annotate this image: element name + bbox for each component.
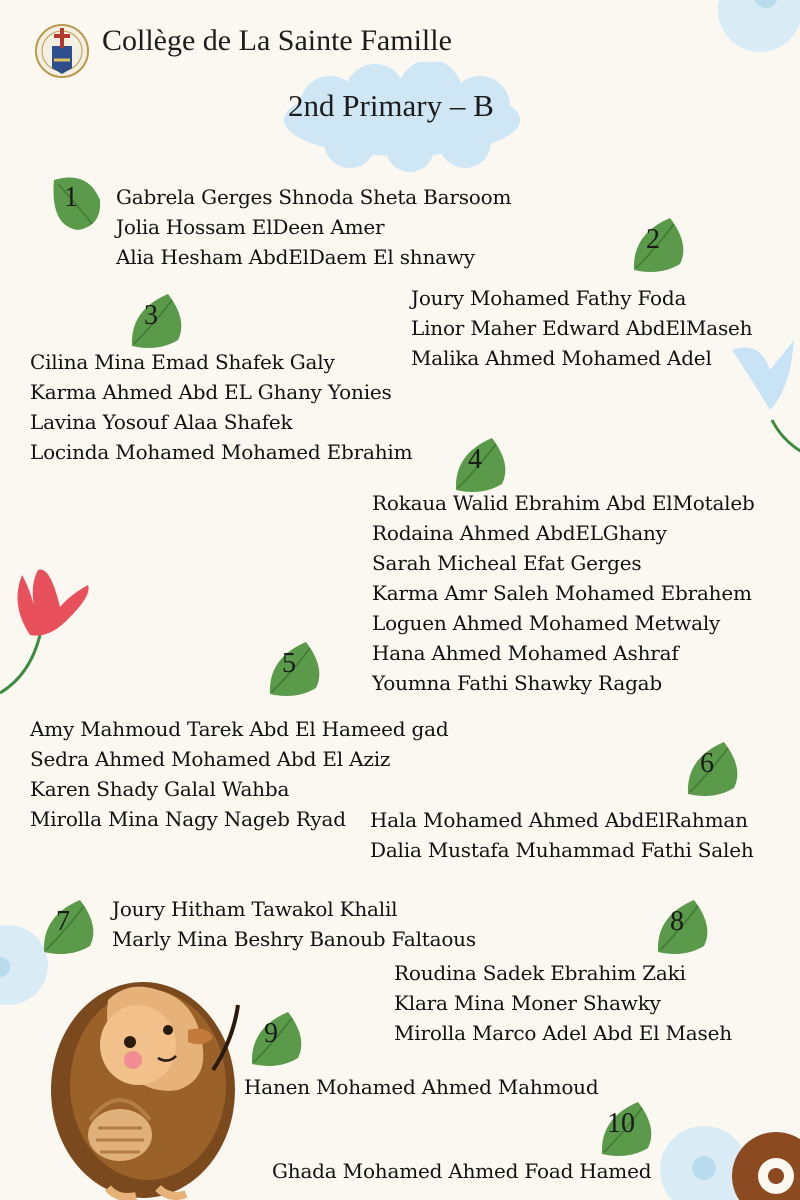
student-name: Hana Ahmed Mohamed Ashraf <box>372 641 679 665</box>
student-name: Klara Mina Moner Shawky <box>394 991 661 1015</box>
group-badge-5 <box>266 638 322 698</box>
brown-flower-decoration <box>728 1124 800 1200</box>
group-number: 6 <box>700 748 714 779</box>
student-name: Sedra Ahmed Mohamed Abd El Aziz <box>30 747 391 771</box>
student-name: Rokaua Walid Ebrahim Abd ElMotaleb <box>372 491 755 515</box>
student-name: Ghada Mohamed Ahmed Foad Hamed <box>272 1159 652 1183</box>
student-name: Dalia Mustafa Muhammad Fathi Saleh <box>370 838 754 862</box>
group-number: 9 <box>264 1018 278 1049</box>
group-number: 4 <box>468 444 482 475</box>
group-number: 5 <box>282 648 296 679</box>
student-name: Gabrela Gerges Shnoda Sheta Barsoom <box>116 185 512 209</box>
flower-top-right-decoration <box>700 0 800 70</box>
student-name: Karen Shady Galal Wahba <box>30 777 290 801</box>
group-number: 10 <box>607 1108 635 1139</box>
class-title: 2nd Primary – B <box>288 88 494 123</box>
school-name: Collège de La Sainte Famille <box>102 24 452 57</box>
student-name: Joury Hitham Tawakol Khalil <box>112 897 398 921</box>
student-name: Karma Amr Saleh Mohamed Ebrahem <box>372 581 752 605</box>
group-badge-7 <box>40 896 96 956</box>
hedgehog-illustration <box>38 960 253 1200</box>
group-badge-8 <box>654 896 710 956</box>
group-badge-1 <box>48 172 104 232</box>
group-10-names <box>272 1156 651 1186</box>
group-3-names <box>30 347 412 467</box>
student-name: Lavina Yosouf Alaa Shafek <box>30 410 293 434</box>
group-badge-9 <box>248 1008 304 1068</box>
group-9-names <box>244 1072 598 1102</box>
student-name: Hanen Mohamed Ahmed Mahmoud <box>244 1075 599 1099</box>
student-name: Mirolla Mina Nagy Nageb Ryad <box>30 807 346 831</box>
student-name: Alia Hesham AbdElDaem El shnawy <box>116 245 475 269</box>
student-name: Cilina Mina Emad Shafek Galy <box>30 350 335 374</box>
group-badge-3 <box>128 290 184 350</box>
student-name: Marly Mina Beshry Banoub Faltaous <box>112 927 476 951</box>
group-badge-10 <box>598 1098 654 1158</box>
group-badge-2 <box>630 214 686 274</box>
student-name: Mirolla Marco Adel Abd El Maseh <box>394 1021 732 1045</box>
student-name: Locinda Mohamed Mohamed Ebrahim <box>30 440 413 464</box>
student-name: Sarah Micheal Efat Gerges <box>372 551 642 575</box>
student-name: Amy Mahmoud Tarek Abd El Hameed gad <box>30 717 449 741</box>
group-number: 2 <box>646 224 660 255</box>
student-name: Linor Maher Edward AbdElMaseh <box>411 316 753 340</box>
tulip-red-decoration <box>0 565 100 705</box>
student-name: Malika Ahmed Mohamed Adel <box>411 346 712 370</box>
student-name: Roudina Sadek Ebrahim Zaki <box>394 961 686 985</box>
group-badge-6 <box>684 738 740 798</box>
group-badge-4 <box>452 434 508 494</box>
student-name: Jolia Hossam ElDeen Amer <box>116 215 385 239</box>
student-name: Rodaina Ahmed AbdELGhany <box>372 521 667 545</box>
group-number: 3 <box>144 300 158 331</box>
group-4-names <box>372 488 755 698</box>
group-number: 1 <box>64 182 78 213</box>
group-6-names <box>370 805 754 865</box>
student-name: Joury Mohamed Fathy Foda <box>411 286 687 310</box>
group-8-names <box>394 958 732 1048</box>
group-7-names <box>112 894 476 954</box>
student-name: Hala Mohamed Ahmed AbdElRahman <box>370 808 748 832</box>
school-crest-logo <box>34 16 90 86</box>
group-number: 8 <box>670 906 684 937</box>
student-name: Loguen Ahmed Mohamed Metwaly <box>372 611 721 635</box>
group-1-names <box>116 182 511 272</box>
group-2-names <box>411 283 752 373</box>
student-name: Karma Ahmed Abd EL Ghany Yonies <box>30 380 392 404</box>
group-number: 7 <box>56 906 70 937</box>
student-name: Youmna Fathi Shawky Ragab <box>372 671 663 695</box>
